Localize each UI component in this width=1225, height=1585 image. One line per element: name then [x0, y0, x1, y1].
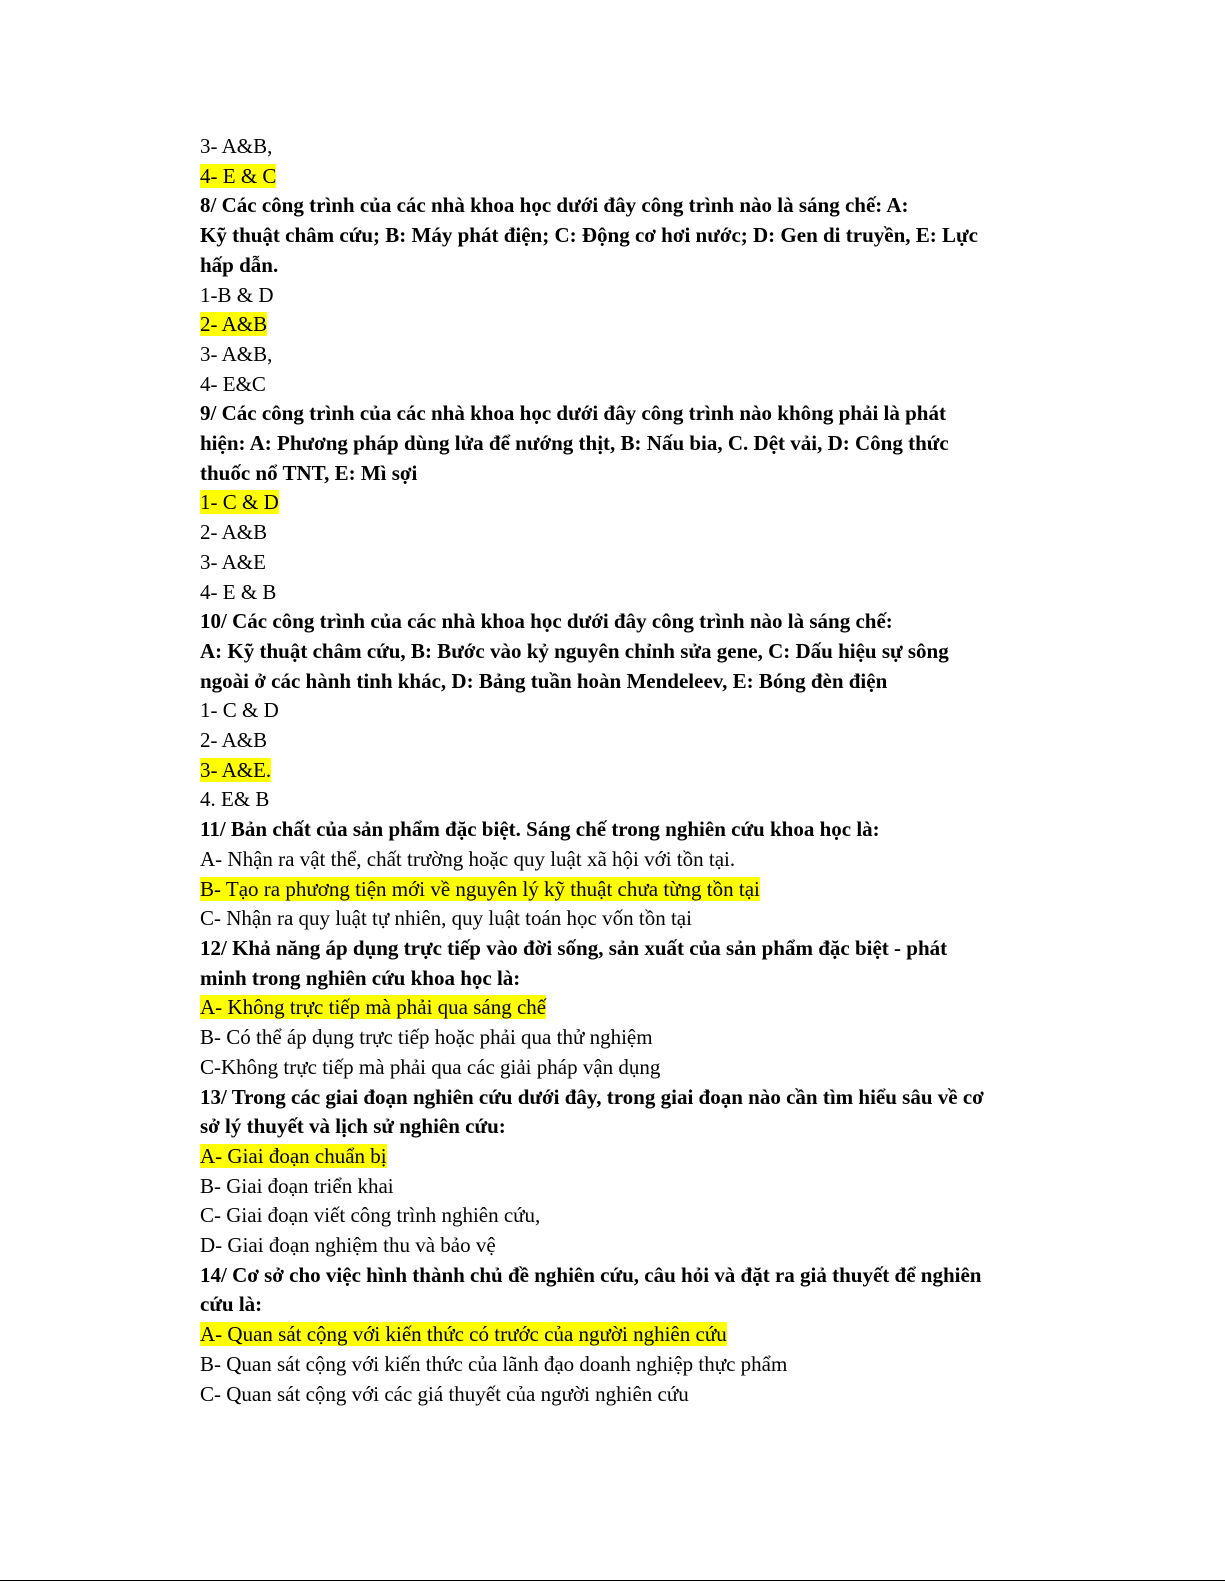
line-text: cứu là: — [200, 1292, 263, 1317]
question-text-line — [200, 934, 1050, 964]
line-text: 12/ Khả năng áp dụng trực tiếp vào đời sống, sản xuất của sản phẩm đặc biệt - phát — [200, 935, 948, 960]
line-text: 14/ Cơ sở cho việc hình thành chủ đề nghiên cứu, câu hỏi và đặt ra giả thuyết để nghiên — [200, 1262, 982, 1287]
highlighted-answer-option — [200, 310, 1050, 340]
line-text: 2- A&B — [200, 520, 268, 545]
answer-option — [200, 1172, 1050, 1202]
question-text-line — [200, 1083, 1050, 1113]
line-text: A- Không trực tiếp mà phải qua sáng chế — [200, 995, 547, 1020]
highlighted-answer-option — [200, 1320, 1050, 1350]
answer-option — [200, 1231, 1050, 1261]
line-text: 3- A&E — [200, 549, 266, 574]
question-text-line — [200, 607, 1050, 637]
question-text-line — [200, 815, 1050, 845]
line-text: 3- A&B, — [200, 134, 273, 158]
answer-option — [200, 785, 1050, 815]
line-text: A: Kỹ thuật châm cứu, B: Bước vào kỷ nguyên chỉnh sửa gene, C: Dấu hiệu sự sông — [200, 638, 949, 663]
answer-option — [200, 845, 1050, 875]
line-text: 8/ Các công trình của các nhà khoa học dưới đây công trình nào là sáng chế: A: — [200, 193, 909, 218]
highlighted-answer-option — [200, 875, 1050, 905]
line-text: 13/ Trong các giai đoạn nghiên cứu dưới đây, trong giai đoạn nào cần tìm hiểu sâu về cơ — [200, 1084, 984, 1109]
line-text: 3- A&E. — [200, 757, 272, 782]
question-text-line — [200, 1290, 1050, 1320]
line-text: B- Giai đoạn triển khai — [200, 1173, 394, 1198]
highlighted-answer-option — [200, 1142, 1050, 1172]
highlighted-answer-option — [200, 488, 1050, 518]
question-text-line — [200, 1112, 1050, 1142]
line-text: A- Quan sát cộng với kiến thức có trước của người nghiên cứu — [200, 1322, 727, 1347]
answer-option — [200, 904, 1050, 934]
line-text: C-Không trực tiếp mà phải qua các giải pháp vận dụng — [200, 1054, 661, 1079]
line-text: A- Nhận ra vật thể, chất trường hoặc quy luật xã hội với tồn tại. — [200, 846, 736, 871]
line-text: 2- A&B — [200, 312, 268, 337]
question-text-line — [200, 221, 1050, 251]
answer-option — [200, 696, 1050, 726]
question-text-line — [200, 459, 1050, 489]
answer-option — [200, 548, 1050, 578]
line-text: D- Giai đoạn nghiệm thu và bảo vệ — [200, 1233, 496, 1258]
answer-option — [200, 281, 1050, 311]
line-text: B- Quan sát cộng với kiến thức của lãnh đạo doanh nghiệp thực phẩm — [200, 1351, 788, 1376]
line-text: C- Giai đoạn viết công trình nghiên cứu, — [200, 1203, 541, 1228]
question-text-line — [200, 667, 1050, 697]
answer-option — [200, 1350, 1050, 1380]
highlighted-answer-option — [200, 756, 1050, 786]
question-text-line — [200, 964, 1050, 994]
line-text: A- Giai đoạn chuẩn bị — [200, 1143, 387, 1168]
question-text-line — [200, 191, 1050, 221]
question-text-line — [200, 399, 1050, 429]
question-text-line — [200, 1261, 1050, 1291]
line-text: C- Nhận ra quy luật tự nhiên, quy luật toán học vốn tồn tại — [200, 906, 692, 931]
highlighted-answer-option — [200, 993, 1050, 1023]
answer-option — [200, 726, 1050, 756]
answer-option — [200, 132, 1050, 162]
line-text: ngoài ở các hành tinh khác, D: Bảng tuần hoàn Mendeleev, E: Bóng đèn điện — [200, 668, 888, 693]
highlighted-answer-option — [200, 162, 1050, 192]
answer-option — [200, 340, 1050, 370]
line-text: hấp dẫn. — [200, 252, 279, 277]
answer-option — [200, 1053, 1050, 1083]
page-bottom-rule — [0, 1580, 1225, 1581]
line-text: sở lý thuyết và lịch sử nghiên cứu: — [200, 1114, 506, 1139]
line-text: 9/ Các công trình của các nhà khoa học dưới đây công trình nào không phải là phát — [200, 401, 946, 426]
document-page — [200, 132, 1050, 1409]
answer-option — [200, 1023, 1050, 1053]
answer-option — [200, 1201, 1050, 1231]
line-text: minh trong nghiên cứu khoa học là: — [200, 965, 521, 990]
line-text: hiện: A: Phương pháp dùng lửa để nướng thịt, B: Nấu bia, C. Dệt vải, D: Công thức — [200, 431, 949, 456]
line-text: 4- E & C — [200, 163, 277, 188]
answer-option — [200, 578, 1050, 608]
question-text-line — [200, 251, 1050, 281]
line-text: 4- E & B — [200, 579, 277, 604]
line-text: 4. E& B — [200, 787, 270, 812]
line-text: 10/ Các công trình của các nhà khoa học dưới đây công trình nào là sáng chế: — [200, 609, 893, 634]
line-text: 1- C & D — [200, 490, 279, 515]
line-text: B- Có thể áp dụng trực tiếp hoặc phải qua thử nghiệm — [200, 1025, 653, 1050]
answer-option — [200, 1380, 1050, 1410]
line-text: 11/ Bản chất của sản phẩm đặc biệt. Sáng chế trong nghiên cứu khoa học là: — [200, 817, 880, 842]
line-text: 3- A&B, — [200, 341, 273, 366]
line-text: B- Tạo ra phương tiện mới về nguyên lý kỹ thuật chưa từng tồn tại — [200, 876, 760, 901]
line-text: 2- A&B — [200, 728, 268, 753]
line-text: thuốc nổ TNT, E: Mì sợi — [200, 460, 418, 485]
question-text-line — [200, 429, 1050, 459]
answer-option — [200, 370, 1050, 400]
line-text: 1- C & D — [200, 698, 279, 723]
line-text: Kỹ thuật châm cứu; B: Máy phát điện; C: Động cơ hơi nước; D: Gen di truyền, E: Lực — [200, 223, 978, 248]
answer-option — [200, 518, 1050, 548]
line-text: C- Quan sát cộng với các giá thuyết của người nghiên cứu — [200, 1381, 689, 1406]
line-text: 1-B & D — [200, 282, 274, 307]
line-text: 4- E&C — [200, 371, 266, 396]
question-text-line — [200, 637, 1050, 667]
